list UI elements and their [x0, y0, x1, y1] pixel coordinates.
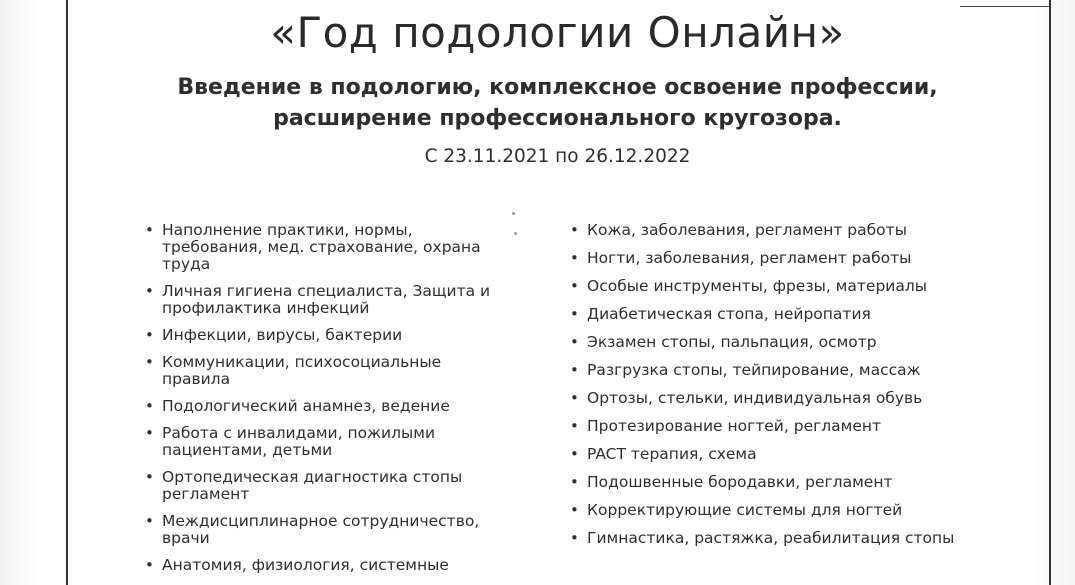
bullet-icon: • [570, 277, 579, 295]
document-subtitle [0, 72, 1075, 134]
bullet-icon: • [145, 397, 154, 415]
list-item [145, 283, 510, 317]
list-item-text: Ортопедическая диагностика стопы регламент [162, 468, 463, 503]
bullet-icon: • [570, 249, 579, 267]
list-item [570, 474, 970, 491]
list-item [145, 425, 510, 459]
bullet-icon: • [570, 333, 579, 351]
scan-speck [514, 232, 517, 235]
list-item [145, 557, 510, 574]
bullet-icon: • [570, 221, 579, 239]
list-item-text: PACT терапия, схема [587, 445, 757, 463]
list-item [570, 250, 970, 267]
bullet-icon: • [570, 529, 579, 547]
topic-list-left [145, 222, 510, 584]
list-item-text: Анатомия, физиология, системные [162, 556, 449, 574]
list-item-text: Кожа, заболевания, регламент работы [587, 221, 907, 239]
bullet-icon: • [145, 512, 154, 530]
bullet-icon: • [570, 445, 579, 463]
list-item [570, 306, 970, 323]
bullet-icon: • [145, 326, 154, 344]
bullet-icon: • [570, 417, 579, 435]
list-item-text: Работа с инвалидами, пожилыми пациентами, детьми [162, 424, 436, 459]
date-range: С 23.11.2021 по 26.12.2022 [424, 146, 691, 167]
list-item [570, 362, 970, 379]
list-item [145, 222, 510, 273]
list-item-text: Протезирование ногтей, регламент [587, 417, 882, 435]
subtitle-line: расширение профессионального кругозора. [273, 106, 842, 131]
bullet-icon: • [570, 389, 579, 407]
list-item-text: Наполнение практики, нормы, требования, мед. страхование, охрана труда [162, 221, 481, 273]
list-item [145, 513, 510, 547]
list-item-text: Подошвенные бородавки, регламент [587, 473, 893, 491]
list-item [145, 398, 510, 415]
list-item [570, 278, 970, 295]
list-item-text: Инфекции, вирусы, бактерии [162, 326, 403, 344]
bullet-icon: • [570, 473, 579, 491]
list-item-text: Ортозы, стельки, индивидуальная обувь [587, 389, 923, 407]
scan-speck [512, 212, 515, 215]
list-item-text: Гимнастика, растяжка, реабилитация стопы [587, 529, 955, 547]
list-item-text: Диабетическая стопа, нейропатия [587, 305, 871, 323]
list-item-text: Личная гигиена специалиста, Защита и профилактика инфекций [162, 282, 491, 317]
bullet-icon: • [145, 556, 154, 574]
list-item-text: Разгрузка стопы, тейпирование, массаж [587, 361, 921, 379]
list-item-text: Ногти, заболевания, регламент работы [587, 249, 912, 267]
list-item [145, 327, 510, 344]
bullet-icon: • [145, 221, 154, 239]
list-item [570, 502, 970, 519]
list-item [570, 530, 970, 547]
bullet-icon: • [570, 305, 579, 323]
list-item [145, 354, 510, 388]
bullet-icon: • [570, 361, 579, 379]
list-item [145, 469, 510, 503]
list-item-text: Особые инструменты, фрезы, материалы [587, 277, 927, 295]
list-item-text: Междисциплинарное сотрудничество, врачи [162, 512, 480, 547]
bullet-icon: • [145, 282, 154, 300]
list-item-text: Корректирующие системы для ногтей [587, 501, 903, 519]
document-title: «Год подологии Онлайн» [270, 8, 845, 57]
list-item-text: Подологический анамнез, ведение [162, 397, 450, 415]
list-item [570, 446, 970, 463]
list-item-text: Экзамен стопы, пальпация, осмотр [587, 333, 877, 351]
list-item [570, 334, 970, 351]
bullet-icon: • [145, 353, 154, 371]
frame-top-corner [960, 6, 1050, 7]
topic-list-right [570, 222, 970, 558]
subtitle-line: Введение в подологию, комплексное освоение профессии, [177, 75, 938, 100]
bullet-icon: • [570, 501, 579, 519]
bullet-icon: • [145, 468, 154, 486]
list-item [570, 222, 970, 239]
list-item [570, 390, 970, 407]
list-item-text: Коммуникации, психосоциальные правила [162, 353, 442, 388]
list-item [570, 418, 970, 435]
bullet-icon: • [145, 424, 154, 442]
